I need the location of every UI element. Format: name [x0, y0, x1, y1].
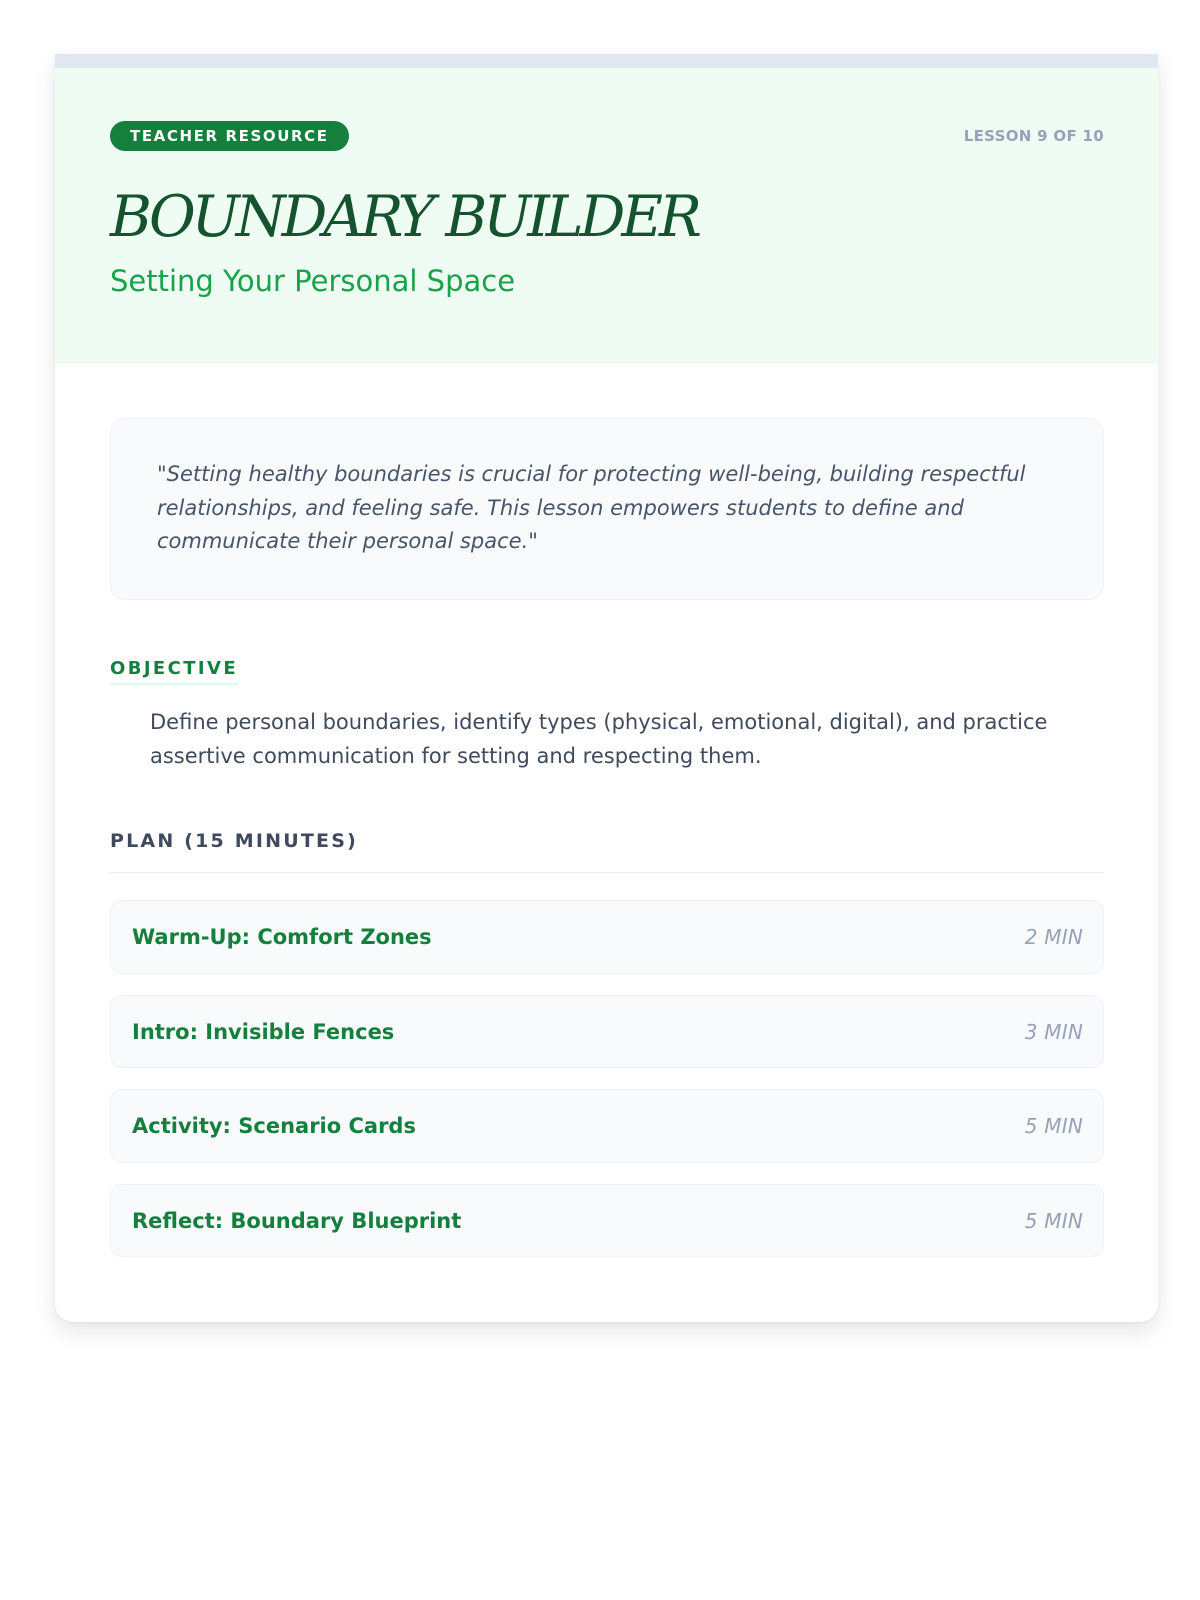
plan-item-activity [110, 1089, 1104, 1163]
plan-divider [110, 872, 1104, 873]
objective-heading: OBJECTIVE [110, 658, 238, 685]
plan-item-reflect [110, 1184, 1104, 1257]
plan-item-label: Activity: Scenario Cards [132, 1114, 416, 1138]
lesson-counter: LESSON 9 OF 10 [963, 127, 1104, 145]
intro-quote-box [110, 418, 1104, 600]
plan-item-label: Reflect: Boundary Blueprint [132, 1208, 462, 1233]
plan-item-intro [110, 995, 1104, 1068]
plan-item-duration: 2 MIN [1024, 925, 1083, 949]
plan-item-label: Warm-Up: Comfort Zones [132, 925, 432, 949]
lesson-title: BOUNDARY BUILDER [110, 184, 698, 250]
lesson-card [55, 54, 1158, 1322]
lesson-subtitle: Setting Your Personal Space [110, 264, 516, 298]
resource-badge: TEACHER RESOURCE [110, 121, 349, 151]
plan-heading: PLAN (15 MINUTES) [110, 830, 359, 852]
plan-item-duration: 5 MIN [1024, 1208, 1083, 1233]
card-top-bar [55, 54, 1158, 68]
plan-item-duration: 3 MIN [1024, 1019, 1083, 1044]
plan-item-duration: 5 MIN [1024, 1114, 1083, 1138]
intro-quote: "Setting healthy boundaries is crucial for protecting well-being, building respectful relationships, and feeling safe. This lesson empowers students to define and communicate their personal space." [157, 462, 1026, 553]
plan-item-warm-up [110, 900, 1104, 974]
plan-item-label: Intro: Invisible Fences [132, 1019, 395, 1044]
lesson-header [55, 68, 1158, 363]
plan-list [110, 900, 1104, 1278]
objective-text: Define personal boundaries, identify types (physical, emotional, digital), and practice assertive communication for setting and respecting them. [150, 710, 1048, 768]
